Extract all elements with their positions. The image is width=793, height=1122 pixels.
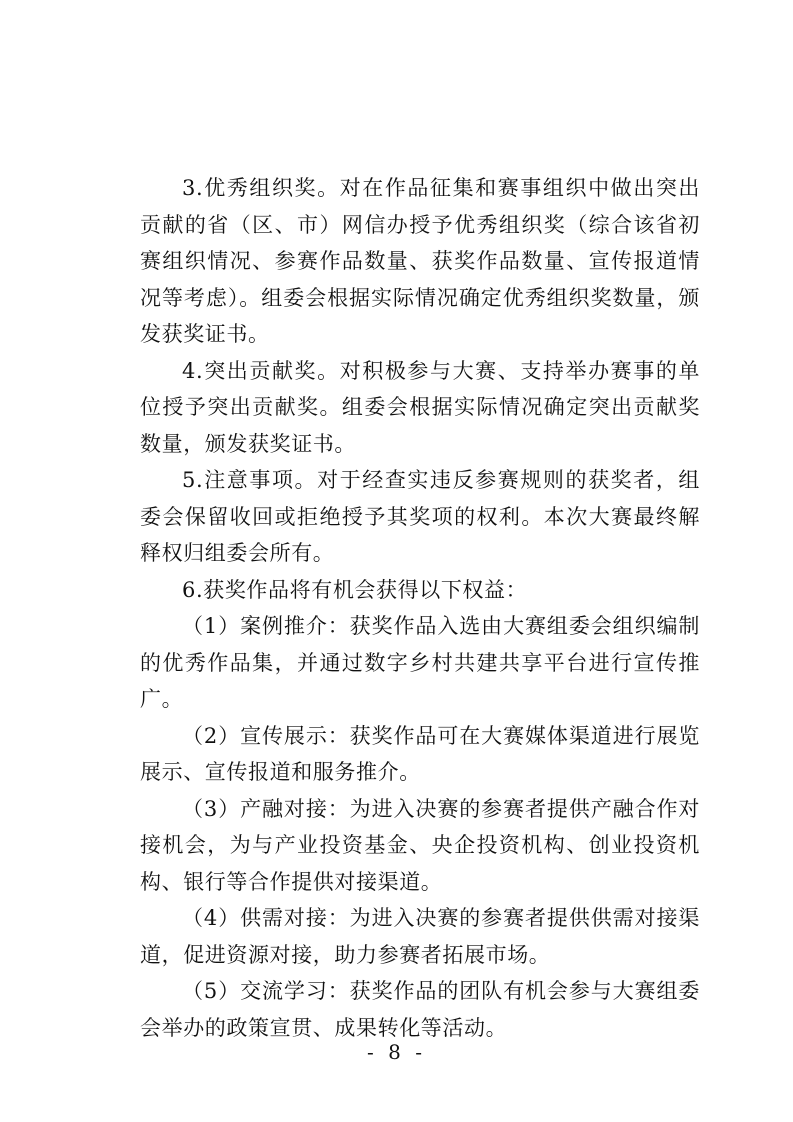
paragraph-benefit-industry-finance: （3）产融对接：为进入决赛的参赛者提供产融合作对接机会，为与产业投资基金、央企投资机构、创业投资机构、银行等合作提供对接渠道。 xyxy=(140,796,700,894)
page-number: - 8 - xyxy=(367,1040,426,1064)
paragraph-benefit-case-promotion: （1）案例推介：获奖作品入选由大赛组委会组织编制的优秀作品集，并通过数字乡村共建共享平台进行宣传推广。 xyxy=(140,614,700,711)
document-body xyxy=(140,170,700,1046)
paragraph-excellent-organization-award: 3.优秀组织奖。对在作品征集和赛事组织中做出突出贡献的省（区、市）网信办授予优秀组织奖（综合该省初赛组织情况、参赛作品数量、获奖作品数量、宣传报道情况等考虑）。组委会根据实际情况确定优秀组织奖数量，颁发获奖证书。 xyxy=(140,176,700,346)
paragraph-benefit-exchange: （5）交流学习：获奖作品的团队有机会参与大赛组委会举办的政策宣贯、成果转化等活动。 xyxy=(140,979,700,1040)
paragraph-benefit-supply-demand: （4）供需对接：为进入决赛的参赛者提供供需对接渠道，促进资源对接，助力参赛者拓展市场。 xyxy=(140,906,700,967)
paragraph-outstanding-contribution-award: 4.突出贡献奖。对积极参与大赛、支持举办赛事的单位授予突出贡献奖。组委会根据实际情况确定突出贡献奖数量，颁发获奖证书。 xyxy=(140,358,700,456)
paragraph-benefits-intro: 6.获奖作品将有机会获得以下权益： xyxy=(182,577,528,602)
paragraph-notes: 5.注意事项。对于经查实违反参赛规则的获奖者，组委会保留收回或拒绝授予其奖项的权利。本次大赛最终解释权归组委会所有。 xyxy=(140,468,700,565)
paragraph-benefit-publicity: （2）宣传展示：获奖作品可在大赛媒体渠道进行展览展示、宣传报道和服务推介。 xyxy=(140,723,700,784)
